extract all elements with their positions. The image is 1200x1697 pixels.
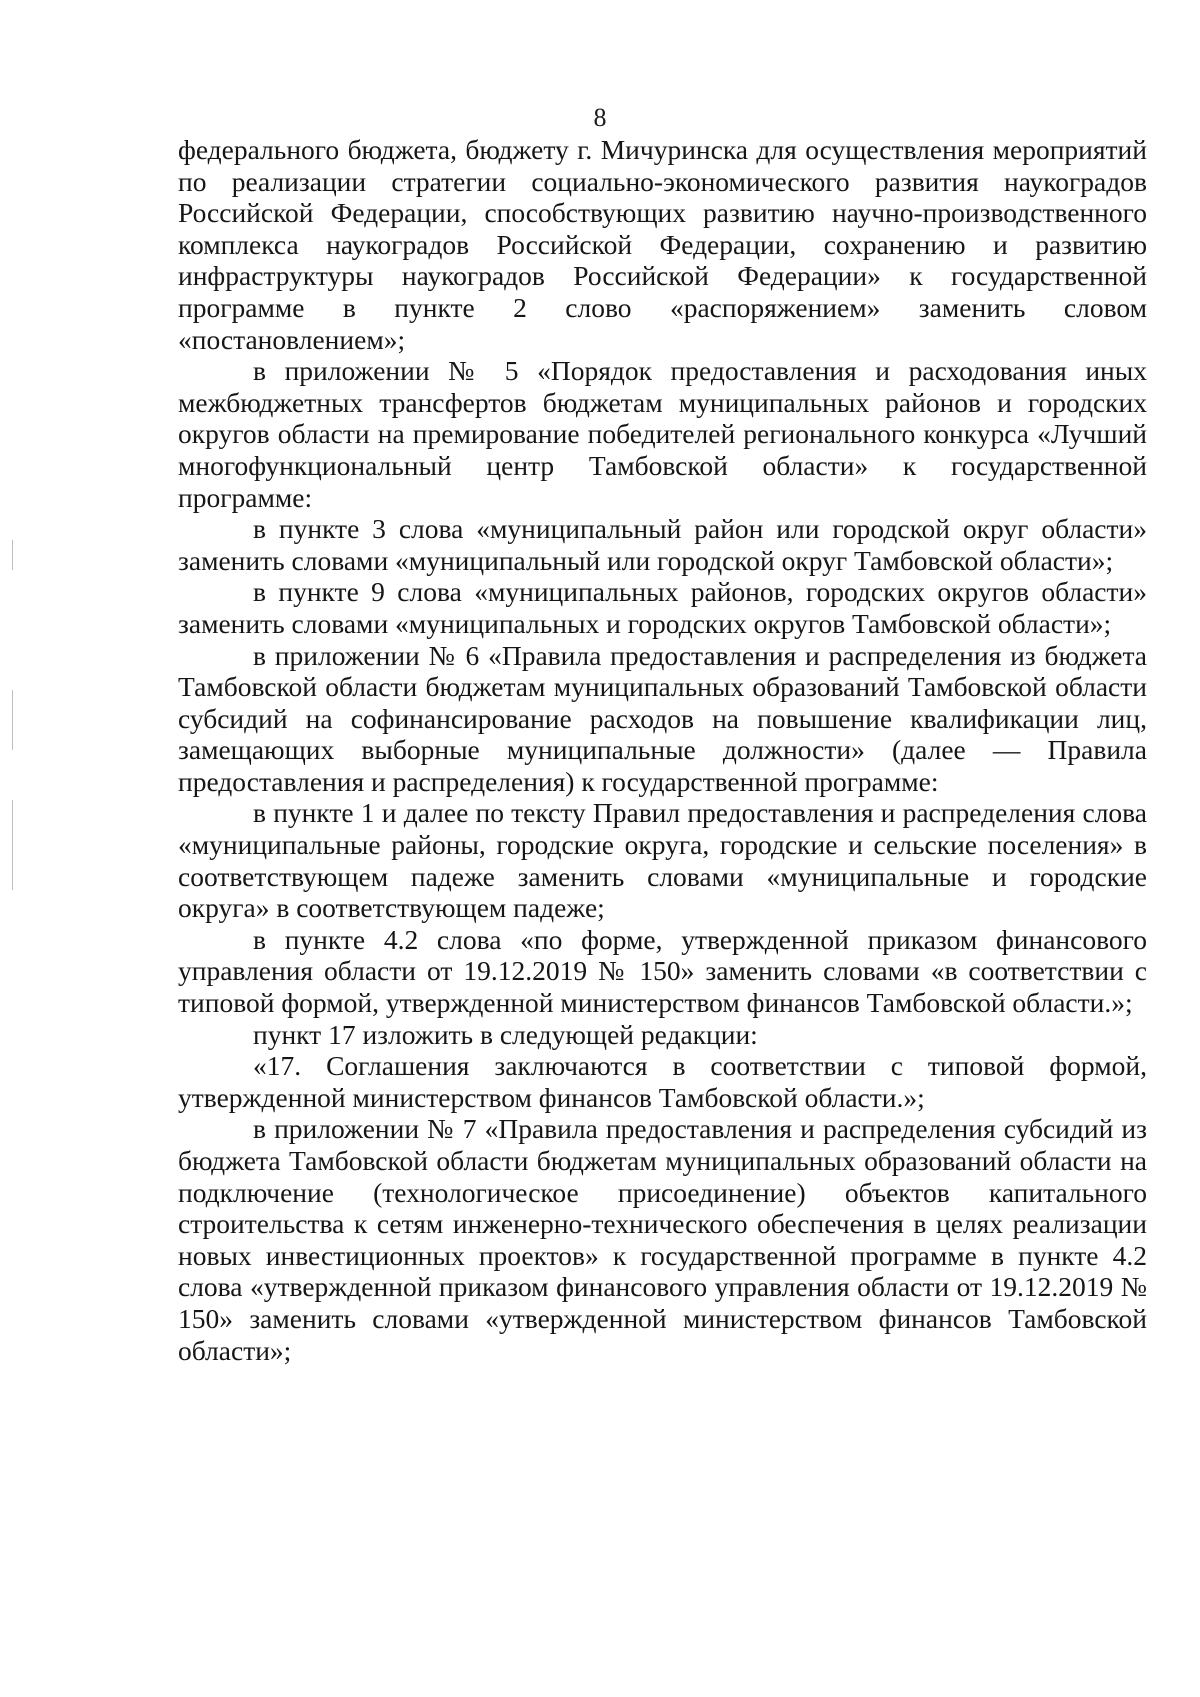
scan-edge-mark [12,800,13,890]
page-number: 8 [593,103,607,132]
paragraph: «17. Соглашения заключаются в соответствии с типовой формой, утвержденной министерством финансов Тамбовской области.»; [178,1050,1147,1113]
paragraph: федерального бюджета, бюджету г. Мичуринска для осуществления мероприятий по реализации стратегии социально-экономического развития наукоградов Российской Федерации, способствующих развитию научно-производственного комплекса наукоградов Российской Федерации, сохранению и развитию инфраструктуры наукоградов Российской Федерации» к государственной программе в пункте 2 слово «распоряжением» заменить словом «постановлением»; [178,134,1147,355]
paragraph: в приложении № 7 «Правила предоставления и распределения субсидий из бюджета Тамбовской области бюджетам муниципальных образований области на подключение (технологическое присоединение) объектов капитального строительства к сетям инженерно-технического обеспечения в целях реализации новых инвестиционных проектов» к государственной программе в пункте 4.2 слова «утвержденной приказом финансового управления области от 19.12.2019 № 150» заменить словами «утвержденной министерством финансов Тамбовской области»; [178,1113,1147,1366]
paragraph: в приложении № 5 «Порядок предоставления и расходования иных межбюджетных трансфертов бюджетам муниципальных районов и городских округов области на премирование победителей регионального конкурса «Лучший многофункциональный центр Тамбовской области» к государственной программе: [178,355,1147,513]
scan-edge-mark [12,540,13,570]
paragraph: в пункте 3 слова «муниципальный район или городской округ области» заменить словами «муниципальный или городской округ Тамбовской области»; [178,513,1147,576]
paragraph: в пункте 1 и далее по тексту Правил предоставления и распределения слова «муниципальные районы, городские округа, городские и сельские поселения» в соответствующем падеже заменить словами «муниципальные и городские округа» в соответствующем падеже; [178,797,1147,924]
paragraph: в пункте 4.2 слова «по форме, утвержденной приказом финансового управления области от 19.12.2019 № 150» заменить словами «в соответствии с типовой формой, утвержденной министерством финансов Тамбовской области.»; [178,923,1147,1019]
paragraph: пункт 17 изложить в следующей редакции: [253,1018,758,1050]
paragraph: в приложении № 6 «Правила предоставления и распределения из бюджета Тамбовской области бюджетам муниципальных образований Тамбовской области субсидий на софинансирование расходов на повышение квалификации лиц, замещающих выборные муниципальные должности» (далее — Правила предоставления и распределения) к государственной программе: [178,639,1147,797]
document-body [178,134,1147,1366]
scan-edge-mark [12,690,13,750]
paragraph: в пункте 9 слова «муниципальных районов, городских округов области» заменить словами «муниципальных и городских округов Тамбовской области»; [178,576,1147,639]
